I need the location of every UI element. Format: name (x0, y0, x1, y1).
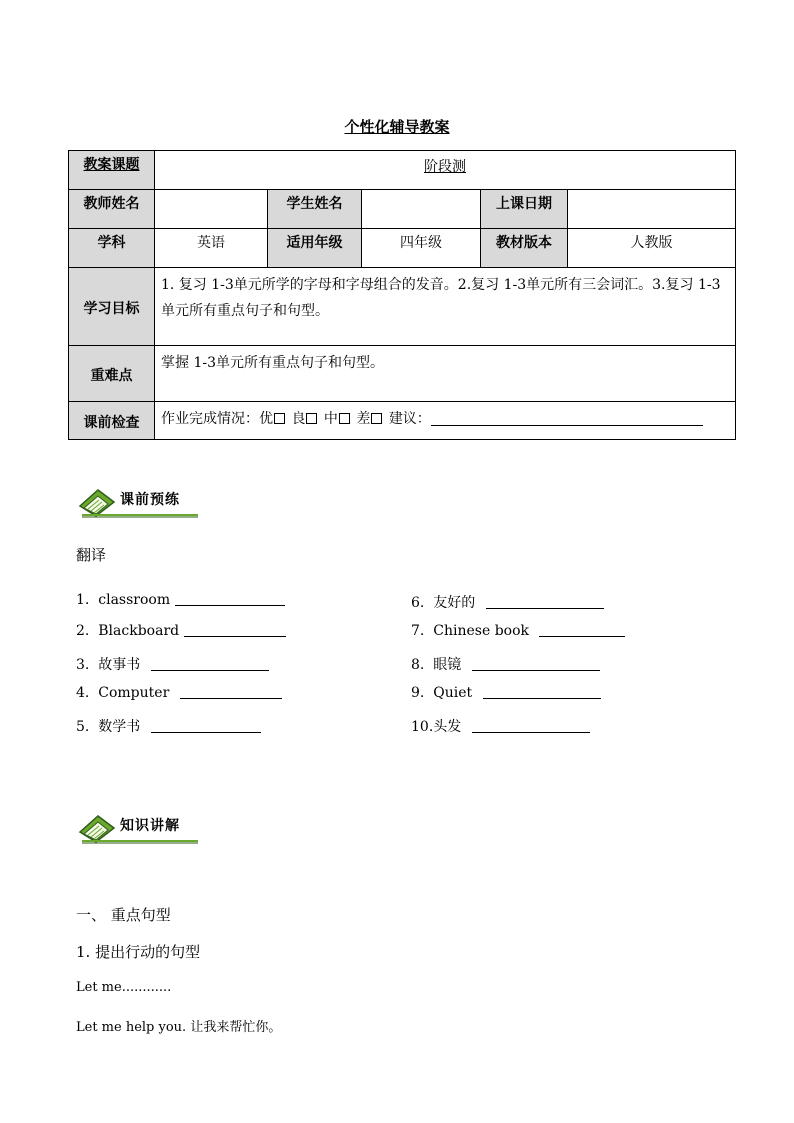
subject-label: 学科 (69, 229, 155, 268)
focus-value: 掌握 1-3单元所有重点句子和句型。 (155, 346, 736, 402)
vocab-item-8: 8. 眼镜 (411, 654, 600, 674)
topic-value: 阶段测 (155, 151, 736, 190)
vocab-item-1: 1. classroom (76, 592, 285, 608)
option-average: 中 (323, 411, 338, 427)
answer-blank[interactable] (175, 592, 285, 606)
badge-label: 知识讲解 (120, 818, 180, 834)
student-value (362, 190, 481, 229)
grade-label: 适用年级 (268, 229, 362, 268)
answer-blank[interactable] (184, 623, 286, 637)
vocab-item-9: 9. Quiet (411, 685, 601, 701)
part-one-heading: 一、 重点句型 (76, 906, 171, 924)
vocab-item-2: 2. Blackboard (76, 623, 286, 639)
option-poor: 差 (356, 411, 371, 427)
badge-label: 课前预练 (120, 492, 180, 508)
check-label: 课前检查 (69, 402, 155, 440)
suggestion-line[interactable] (431, 411, 703, 426)
topic-label: 教案课题 (69, 151, 155, 190)
vocab-item-4: 4. Computer (76, 685, 282, 701)
checkbox-good[interactable] (306, 413, 317, 424)
date-label: 上课日期 (481, 190, 568, 229)
answer-blank[interactable] (472, 657, 600, 671)
lesson-info-table (68, 150, 736, 440)
teacher-label: 教师姓名 (69, 190, 155, 229)
example-pattern: Let me............ (76, 980, 172, 995)
answer-blank[interactable] (151, 657, 269, 671)
vocab-item-3: 3. 故事书 (76, 654, 269, 674)
suggestion-label: 建议： (388, 411, 431, 427)
answer-blank[interactable] (180, 685, 282, 699)
point-one-heading: 1. 提出行动的句型 (76, 943, 201, 961)
translate-heading: 翻译 (76, 546, 107, 564)
vocab-item-5: 5. 数学书 (76, 716, 261, 736)
teacher-value (155, 190, 268, 229)
vocab-item-6: 6. 友好的 (411, 592, 604, 612)
example-sentence: Let me help you. 让我来帮忙你。 (76, 1020, 282, 1035)
subject-value: 英语 (155, 229, 268, 268)
checkbox-average[interactable] (339, 413, 350, 424)
date-value (568, 190, 736, 229)
answer-blank[interactable] (472, 719, 590, 733)
checkbox-excellent[interactable] (274, 413, 285, 424)
answer-blank[interactable] (151, 719, 261, 733)
answer-blank[interactable] (483, 685, 601, 699)
focus-label: 重难点 (69, 346, 155, 402)
textbook-value: 人教版 (568, 229, 736, 268)
check-value: 作业完成情况：优 良 中 差 建议： (155, 402, 736, 440)
vocab-item-10: 10.头发 (411, 716, 590, 736)
goal-value: 1. 复习 1-3单元所学的字母和字母组合的发音。2.复习 1-3单元所有三会词汇。3.复习 1-3单元所有重点句子和句型。 (155, 268, 736, 346)
textbook-label: 教材版本 (481, 229, 568, 268)
grade-value: 四年级 (362, 229, 481, 268)
section-badge-prepractice (78, 484, 202, 518)
section-badge-knowledge (78, 810, 202, 844)
option-excellent: 优 (259, 411, 273, 427)
option-good: 良 (291, 411, 306, 427)
student-label: 学生姓名 (268, 190, 362, 229)
answer-blank[interactable] (486, 595, 604, 609)
answer-blank[interactable] (539, 623, 625, 637)
checkbox-poor[interactable] (371, 413, 382, 424)
document-title: 个性化辅导教案 (344, 118, 450, 136)
goal-label: 学习目标 (69, 268, 155, 346)
vocab-item-7: 7. Chinese book (411, 623, 625, 639)
